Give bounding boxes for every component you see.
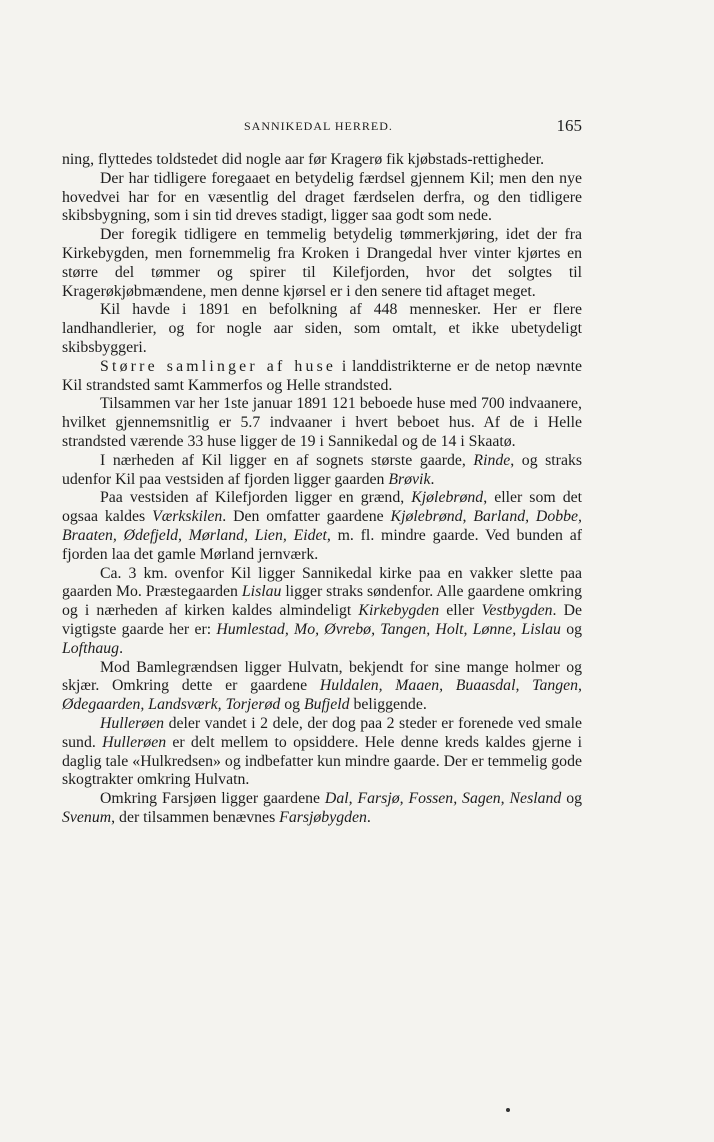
running-header	[62, 116, 582, 136]
running-title: SANNIKEDAL HERRED.	[244, 119, 393, 133]
paragraph: Kil havde i 1891 en befolkning af 448 mennesker. Her er flere landhandlerier, og for nogle aar siden, som omtalt, et ikke ubetydeligt skibsbyggeri.	[62, 301, 582, 356]
page-number: 165	[556, 116, 582, 135]
print-speck	[506, 1108, 510, 1112]
paragraph: ning, flyttedes toldstedet did nogle aar før Kragerø fik kjøbstads-rettigheder.	[62, 151, 545, 168]
paragraph: Ca. 3 km. ovenfor Kil ligger Sannikedal kirke paa en vakker slette paa gaarden Mo. Præstegaarden Lislau ligger straks søndenfor. Alle gaardene omkring og i nærheden af kirken kaldes almindeligt Kirkebygden eller Vestbygden. De vigtigste gaarde her er: Humlestad, Mo, Øvrebø, Tangen, Holt, Lønne, Lislau og Lofthaug.	[62, 564, 582, 657]
paragraph: Omkring Farsjøen ligger gaardene Dal, Farsjø, Fossen, Sagen, Nesland og Svenum, der tilsammen benævnes Farsjøbygden.	[62, 790, 583, 826]
spaced-heading: Større samlinger af huse	[100, 357, 337, 375]
paragraph: Større samlinger af huse i landdistrikterne er de netop nævnte Kil strandsted samt Kammerfos og Helle strandsted.	[62, 357, 582, 394]
book-page	[62, 0, 582, 1142]
paragraph: Mod Bamlegrændsen ligger Hulvatn, bekjendt for sine mange holmer og skjær. Omkring dette er gaardene Huldalen, Maaen, Buaasdal, Tangen, Ødegaarden, Landsværk, Torjerød og Bufjeld beliggende.	[62, 658, 582, 714]
paragraph: Paa vestsiden af Kilefjorden ligger en grænd, Kjølebrønd, eller som det ogsaa kaldes Værkskilen. Den omfatter gaardene Kjølebrønd, Barland, Dobbe, Braaten, Ødefjeld, Mørland, Lien, Eidet, m. fl. mindre gaarde. Ved bunden af fjorden laa det gamle Mørland jernværk.	[62, 489, 583, 563]
paragraph: Tilsammen var her 1ste januar 1891 121 beboede huse med 700 indvaanere, hvilket gjennemsnitlig er 5.7 indvaaner i hvert beboet hus. Af de i Helle strandsted værende 33 huse ligger de 19 i Sannikedal og de 14 i Skaatø.	[62, 395, 582, 450]
paragraph: Hullerøen deler vandet i 2 dele, der dog paa 2 steder er forenede ved smale sund. Hullerøen er delt mellem to opsiddere. Hele denne kreds kaldes gjerne i daglig tale «Hulkredsen» og indbefatter kun mindre gaarde. Der er temmelig gode skogtrakter omkring Hulvatn.	[62, 714, 582, 789]
paragraph: Der foregik tidligere en temmelig betydelig tømmerkjøring, idet der fra Kirkebygden, men fornemmelig fra Kroken i Drangedal hver vinter kjørtes en større del tømmer og spirer til Kilefjorden, hvor det solgtes til Kragerøkjøbmændene, men denne kjørsel er i den senere tid aftaget meget.	[62, 226, 582, 300]
paragraph: Der har tidligere foregaaet en betydelig færdsel gjennem Kil; men den nye hovedvei har for en væsentlig del draget færdselen derfra, og den tidligere skibsbygning, som i sin tid dreves stadigt, ligger saa godt som nede.	[62, 169, 582, 225]
paragraph: I nærheden af Kil ligger en af sognets største gaarde, Rinde, og straks udenfor Kil paa vestsiden af fjorden ligger gaarden Brøvik.	[62, 451, 582, 488]
body-text	[62, 151, 582, 828]
